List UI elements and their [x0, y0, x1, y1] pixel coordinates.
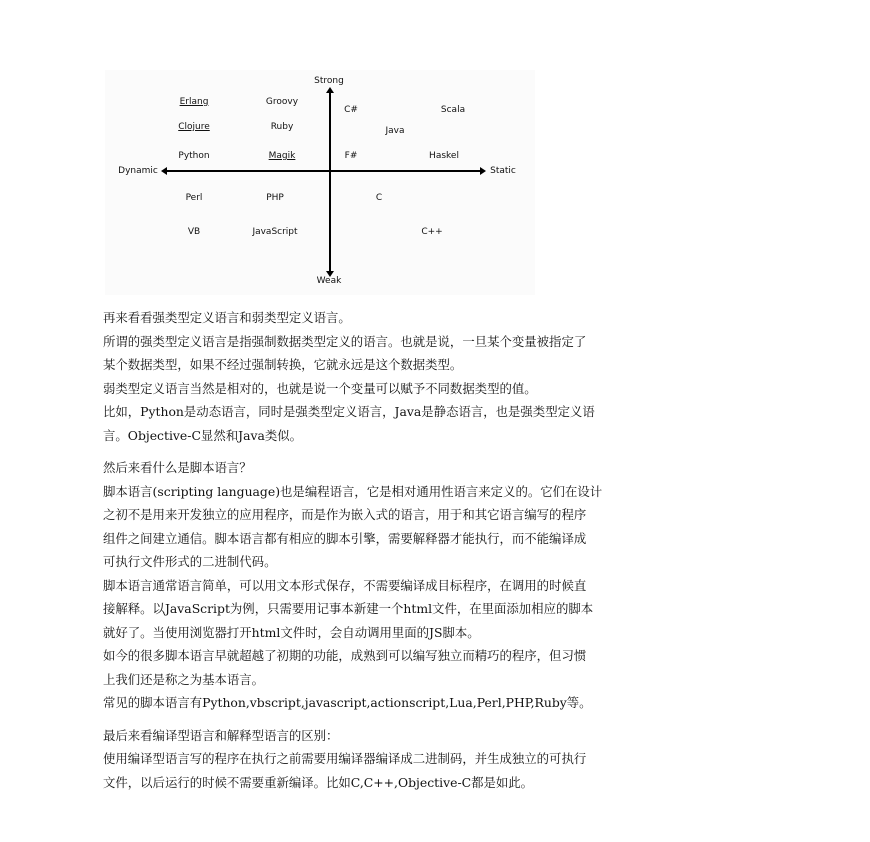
language-label: Python	[178, 151, 210, 161]
up-arrow-icon	[326, 87, 334, 93]
language-label: C	[375, 193, 383, 203]
paragraph-scripting-languages	[103, 456, 783, 715]
text-line: 就好了。当使用浏览器打开html文件时，会自动调用里面的JS脚本。	[103, 624, 480, 640]
vertical-axis	[329, 91, 331, 272]
text-line: 所谓的强类型定义语言是指强制数据类型定义的语言。也就是说，一旦某个变量被指定了	[103, 333, 587, 349]
language-label: F#	[344, 151, 358, 161]
language-label: Perl	[185, 193, 203, 203]
language-label: Groovy	[265, 97, 299, 107]
text-line: 最后来看编译型语言和解释型语言的区别：	[103, 727, 339, 743]
text-line: 比如，Python是动态语言，同时是强类型定义语言，Java是静态语言，也是强类型定义语	[103, 404, 595, 419]
language-label: Clojure	[178, 122, 210, 132]
text-line: 常见的脚本语言有Python,vbscript,javascript,actionscript,Lua,Perl,PHP,Ruby等。	[103, 695, 592, 710]
language-label: Haskel	[429, 151, 459, 161]
text-line: 言。Objective-C显然和Java类似。	[103, 427, 303, 443]
text-line: 上我们还是称之为基本语言。	[103, 671, 265, 687]
right-arrow-icon	[480, 167, 486, 175]
text-line: 可执行文件形式的二进制代码。	[103, 554, 277, 569]
language-label: C#	[344, 105, 358, 115]
paragraph-strong-weak-typing	[103, 306, 783, 447]
language-label: Scala	[440, 105, 466, 115]
text-line: 接解释。以JavaScript为例，只需要用记事本新建一个html文件，在里面添加相应的脚本	[103, 601, 594, 616]
text-line: 之初不是用来开发独立的应用程序，而是作为嵌入式的语言，用于和其它语言编写的程序	[103, 507, 587, 522]
language-label: Java	[385, 126, 405, 136]
axis-label-weak: Weak	[316, 276, 342, 286]
article-body	[103, 306, 783, 794]
axis-label-static: Static	[490, 166, 516, 176]
text-line: 如今的很多脚本语言早就超越了初期的功能，成熟到可以编写独立而精巧的程序，但习惯	[103, 648, 587, 663]
text-line: 使用编译型语言写的程序在执行之前需要用编译器编译成二进制码，并生成独立的可执行	[103, 751, 587, 766]
text-line: 脚本语言(scripting language)也是编程语言，它是相对通用性语言来定义的。它们在设计	[103, 483, 603, 499]
type-system-diagram	[105, 70, 535, 295]
text-line: 再来看看强类型定义语言和弱类型定义语言。	[103, 310, 351, 325]
language-label: Erlang	[179, 97, 209, 107]
paragraph-compiled-vs-interpreted	[103, 724, 783, 795]
language-label: Ruby	[270, 122, 294, 132]
language-label: VB	[187, 227, 201, 237]
language-label: Magik	[268, 151, 296, 161]
text-line: 脚本语言通常语言简单，可以用文本形式保存，不需要编译成目标程序，在调用的时候直	[103, 577, 587, 593]
text-line: 文件，以后运行的时候不需要重新编译。比如C,C++,Objective-C都是如此。	[103, 774, 534, 790]
horizontal-axis	[165, 170, 482, 172]
text-line: 弱类型定义语言当然是相对的，也就是说一个变量可以赋予不同数据类型的值。	[103, 380, 537, 396]
language-label: C++	[421, 227, 443, 237]
language-label: PHP	[266, 193, 284, 203]
axis-label-strong: Strong	[314, 76, 344, 86]
language-label: JavaScript	[252, 227, 298, 237]
left-arrow-icon	[161, 167, 167, 175]
text-line: 然后来看什么是脚本语言？	[103, 460, 252, 475]
axis-label-dynamic: Dynamic	[118, 166, 158, 176]
text-line: 组件之间建立通信。脚本语言都有相应的脚本引擎，需要解释器才能执行，而不能编译成	[103, 530, 587, 546]
text-line: 某个数据类型，如果不经过强制转换，它就永远是这个数据类型。	[103, 357, 463, 372]
